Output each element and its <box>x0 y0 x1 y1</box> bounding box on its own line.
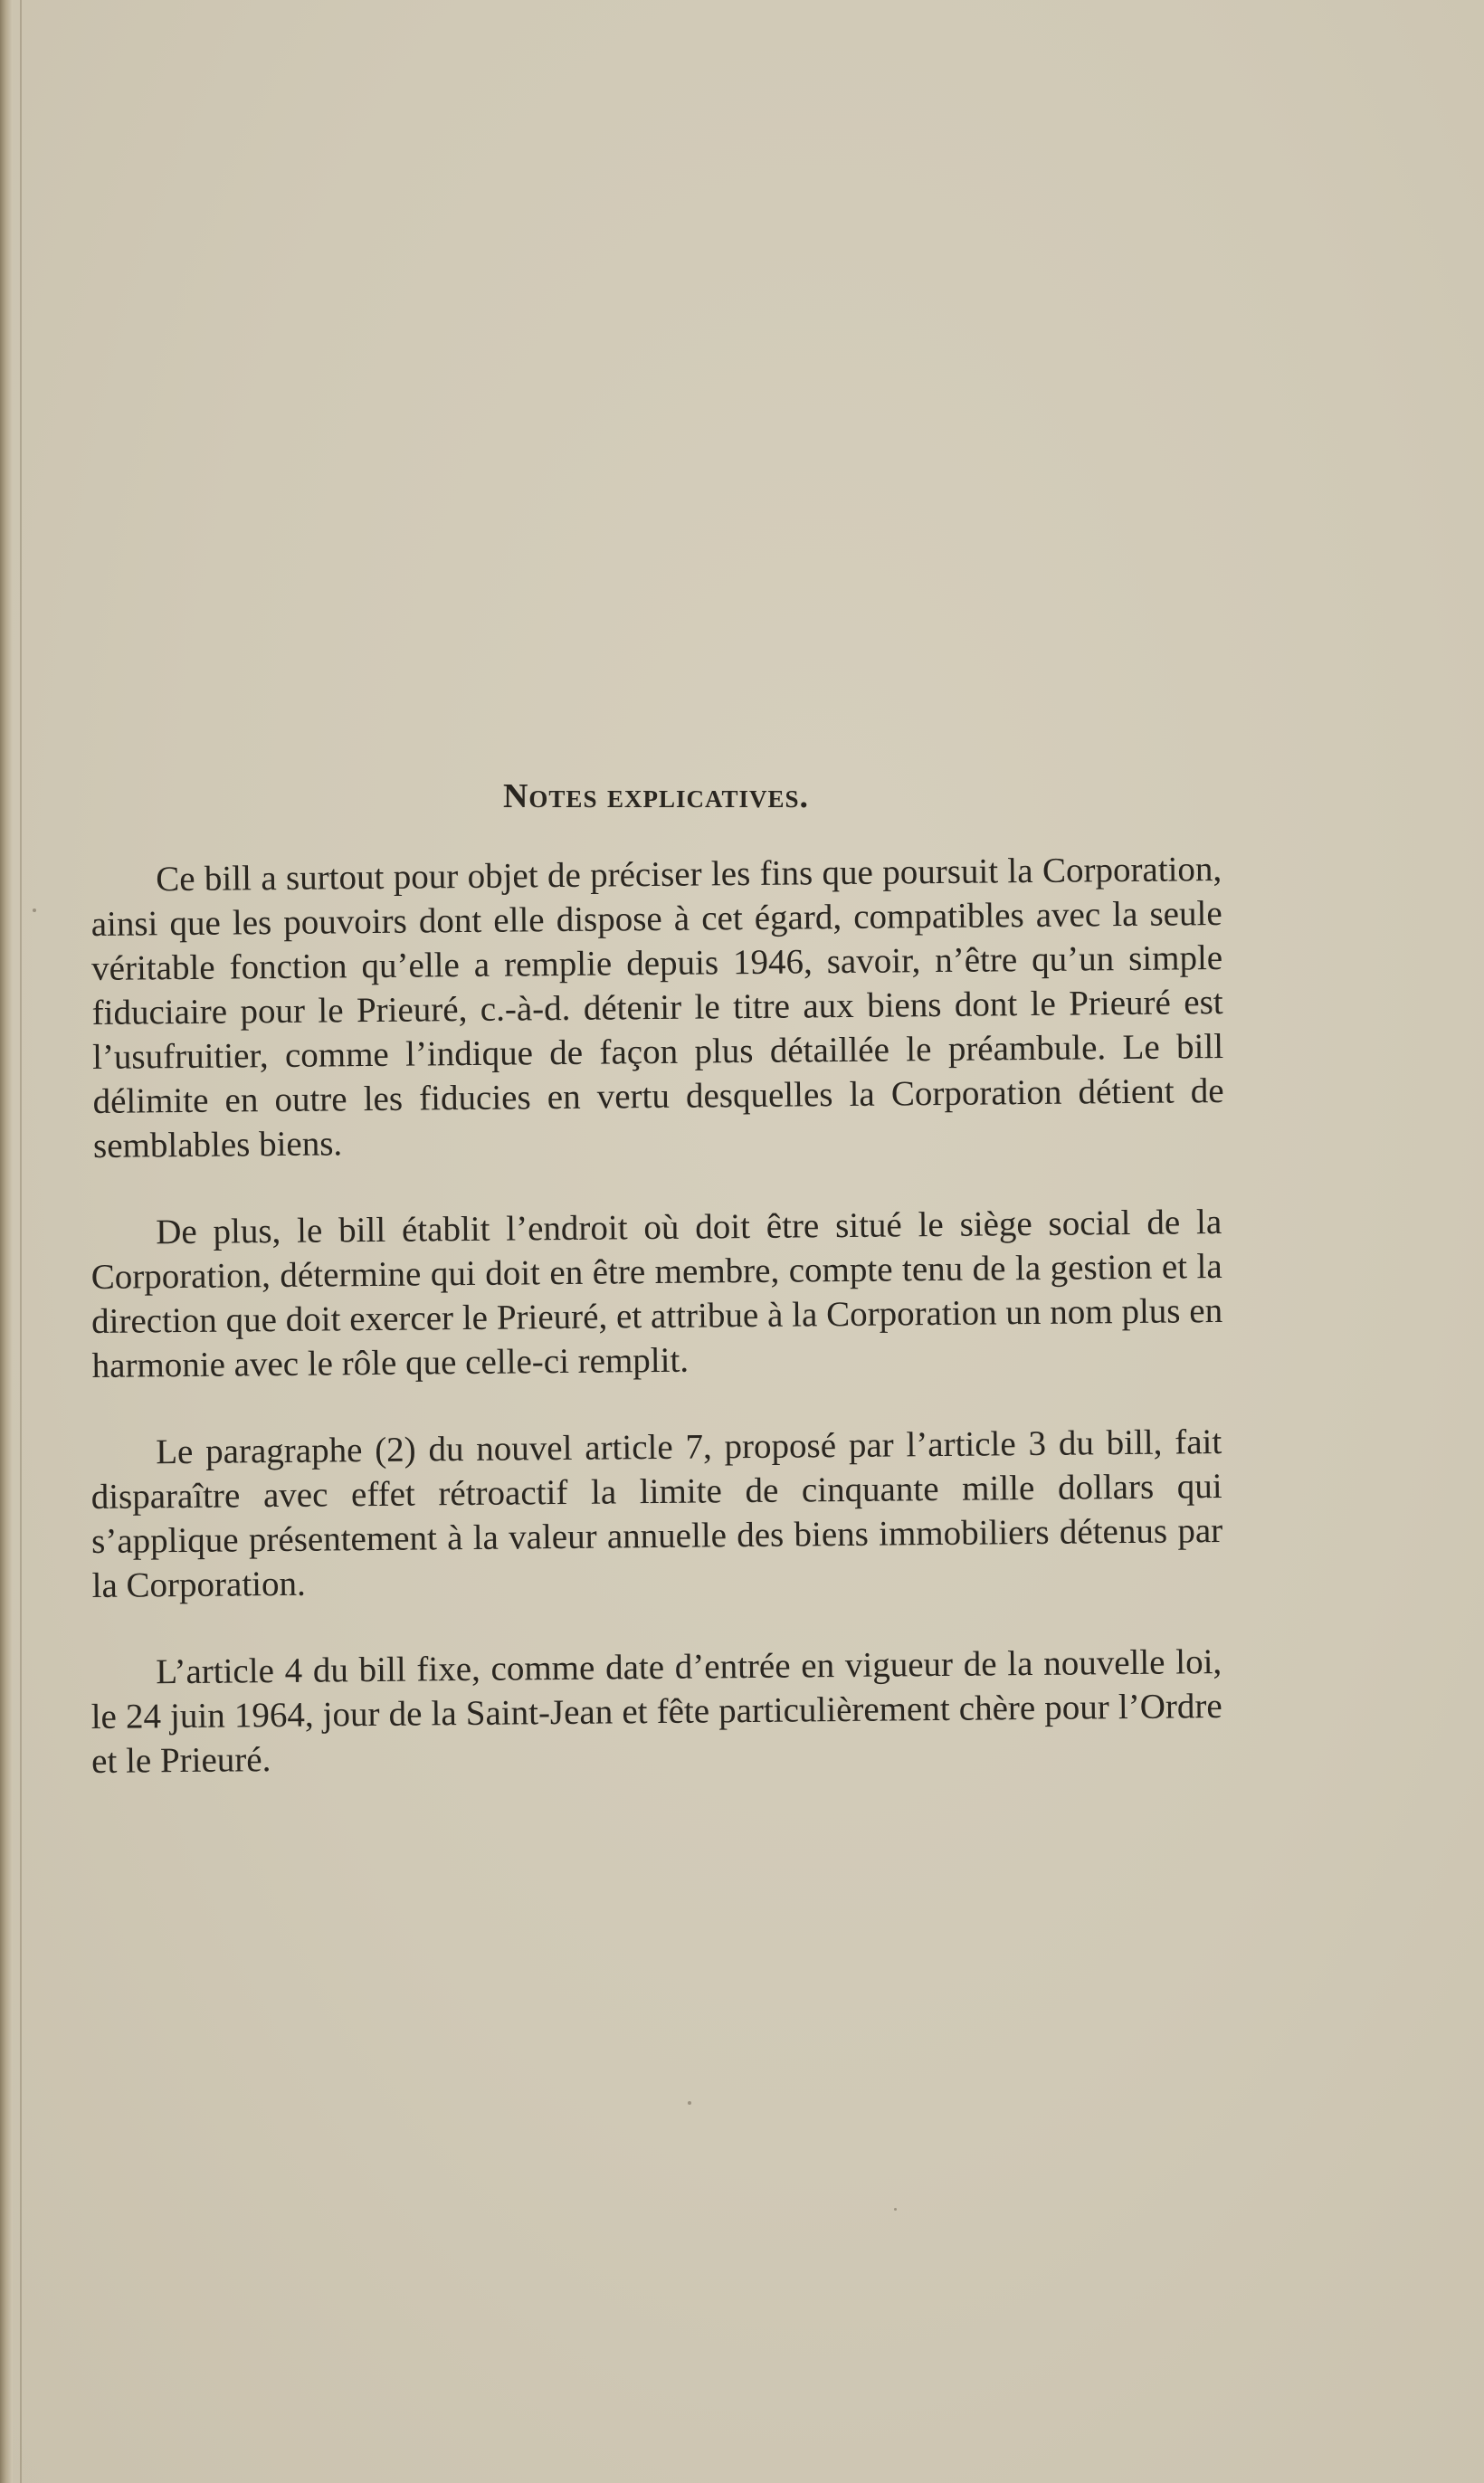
page-binding-shadow <box>20 0 22 2483</box>
notes-heading: Notes explicatives. <box>502 777 810 815</box>
paper-speck <box>894 2208 897 2211</box>
paragraph-limit-removal: Le paragraphe (2) du nouvel article 7, proposé par l’article 3 du bill, fait disparaître avec effet rétroactif la limite de cinquante mille dollars qui s’applique présentement à la valeur annuelle des biens immobiliers détenus par la Corporation. <box>90 1422 1223 1605</box>
paragraph-effective-date: L’article 4 du bill fixe, comme date d’entrée en vigueur de la nouvelle loi, le 24 juin 1964, jour de la Saint-Jean et fête particulièrement chère pour l’Ordre et le Prieuré. <box>90 1642 1222 1781</box>
paper-speck <box>688 2101 691 2105</box>
paragraph-head-office: De plus, le bill établit l’endroit où doit être situé le siège social de la Corporation, détermine qui doit en être membre, compte tenu de la gestion et la direction que doit exercer le Prieuré, et attribue à la Corporation un nom plus en harmonie avec le rôle que celle-ci remplit. <box>90 1203 1223 1385</box>
page-binding-edge <box>0 0 13 2483</box>
paper-speck <box>33 909 36 912</box>
paragraph-purpose: Ce bill a surtout pour objet de préciser les fins que poursuit la Corporation, ainsi que les pouvoirs dont elle dispose à cet égard, compatibles avec la seule véritable fonction qu’elle a remplie depuis 1946, savoir, n’être qu’un simple fiduciaire pour le Prieuré, c.-à-d. détenir le titre aux biens dont le Prieuré est l’usufruitier, comme l’indique de façon plus détaillée le préambule. Le bill délimite en outre les fiducies en vertu desquelles la Corporation détient de semblables biens. <box>90 850 1224 1165</box>
explanatory-notes <box>90 776 1222 1826</box>
